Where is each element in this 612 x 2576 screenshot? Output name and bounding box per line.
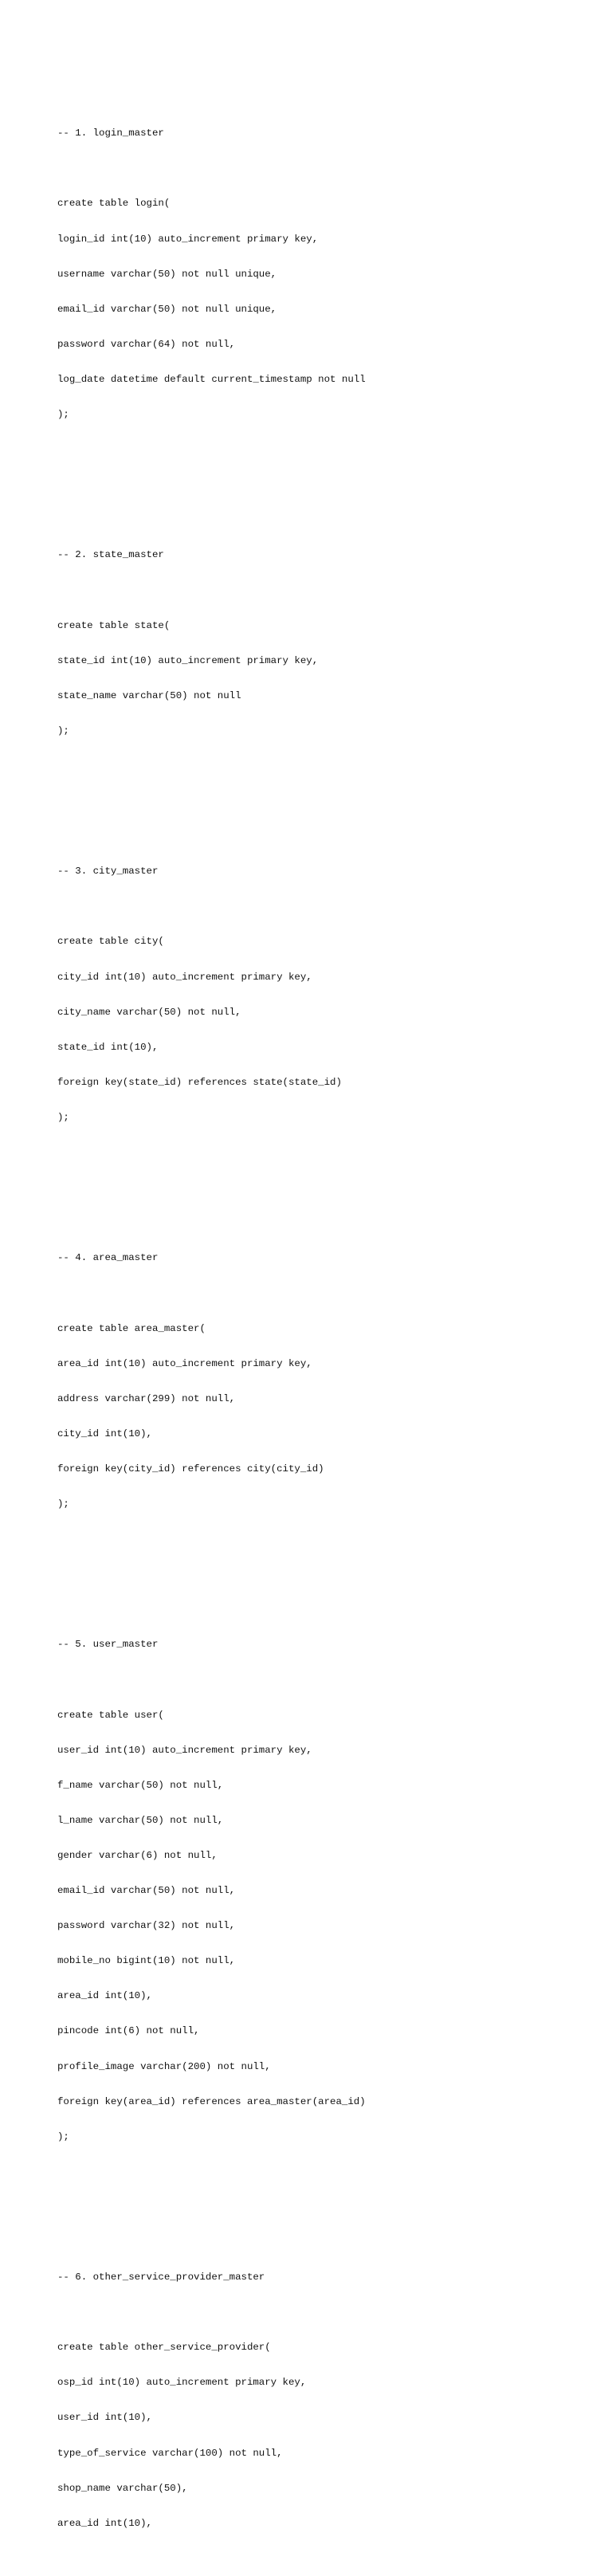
code-line: login_id int(10) auto_increment primary key,	[57, 233, 319, 245]
sql-document	[57, 57, 599, 2576]
section-comment: -- 4. area_master	[57, 1252, 159, 1264]
section-area-master	[57, 1229, 599, 1569]
code-line: area_id int(10) auto_increment primary key,	[57, 1357, 312, 1369]
code-line: pincode int(6) not null,	[57, 2025, 200, 2037]
code-line: city_id int(10),	[57, 1427, 152, 1439]
section-state-master	[57, 526, 599, 795]
code-line: email_id varchar(50) not null,	[57, 1885, 236, 1897]
section-login-master	[57, 104, 599, 479]
code-line: address varchar(299) not null,	[57, 1392, 236, 1404]
section-comment: -- 1. login_master	[57, 128, 164, 139]
blank-line	[57, 584, 599, 596]
blank-line	[57, 444, 599, 456]
code-line: foreign key(state_id) references state(state_id)	[57, 1076, 342, 1088]
blank-line	[57, 901, 599, 913]
section-comment: -- 2. state_master	[57, 549, 164, 561]
section-comment: -- 3. city_master	[57, 866, 159, 878]
blank-line	[57, 760, 599, 772]
code-line: state_name varchar(50) not null	[57, 689, 241, 701]
blank-line	[57, 163, 599, 175]
code-line: username varchar(50) not null unique,	[57, 268, 277, 280]
code-line: );	[57, 724, 69, 736]
section-city-master	[57, 842, 599, 1182]
section-user-master	[57, 1616, 599, 2201]
code-line: state_id int(10),	[57, 1041, 159, 1053]
code-line: mobile_no bigint(10) not null,	[57, 1955, 236, 1967]
code-line: email_id varchar(50) not null unique,	[57, 303, 277, 315]
blank-line	[57, 1674, 599, 1686]
code-line: );	[57, 1111, 69, 1123]
code-line: area_id int(10),	[57, 2517, 152, 2529]
code-line: gender varchar(6) not null,	[57, 1849, 218, 1861]
blank-line	[57, 1533, 599, 1545]
section-comment: -- 5. user_master	[57, 1639, 159, 1651]
code-line: );	[57, 408, 69, 420]
code-line: user_id int(10) auto_increment primary key,	[57, 1744, 312, 1756]
blank-line	[57, 1287, 599, 1299]
section-other-service-provider-master	[57, 2248, 599, 2553]
code-line: city_name varchar(50) not null,	[57, 1006, 241, 1018]
code-line: l_name varchar(50) not null,	[57, 1814, 224, 1826]
code-line: type_of_service varchar(100) not null,	[57, 2447, 283, 2459]
blank-line	[57, 2307, 599, 2319]
code-line: );	[57, 2130, 69, 2142]
code-line: create table state(	[57, 619, 171, 631]
code-line: state_id int(10) auto_increment primary key,	[57, 654, 319, 666]
section-comment: -- 6. other_service_provider_master	[57, 2272, 265, 2283]
code-line: password varchar(32) not null,	[57, 1920, 236, 1932]
code-line: city_id int(10) auto_increment primary key,	[57, 971, 312, 983]
code-line: log_date datetime default current_timestamp not null	[57, 373, 366, 385]
code-line: user_id int(10),	[57, 2412, 152, 2424]
code-line: osp_id int(10) auto_increment primary key,	[57, 2377, 307, 2389]
code-line: foreign key(city_id) references city(city_id)	[57, 1463, 324, 1475]
blank-line	[57, 2166, 599, 2178]
code-line: foreign key(area_id) references area_master(area_id)	[57, 2095, 366, 2107]
code-line: create table area_master(	[57, 1322, 206, 1334]
code-line: password varchar(64) not null,	[57, 338, 236, 350]
code-line: shop_name varchar(50),	[57, 2482, 188, 2494]
code-line: create table city(	[57, 936, 164, 948]
code-line: f_name varchar(50) not null,	[57, 1779, 224, 1791]
code-line: area_id int(10),	[57, 1990, 152, 2002]
blank-line	[57, 1147, 599, 1159]
code-line: create table other_service_provider(	[57, 2342, 271, 2354]
code-line: );	[57, 1498, 69, 1510]
code-line: create table login(	[57, 198, 171, 210]
code-line: profile_image varchar(200) not null,	[57, 2060, 271, 2072]
code-line: create table user(	[57, 1709, 164, 1721]
